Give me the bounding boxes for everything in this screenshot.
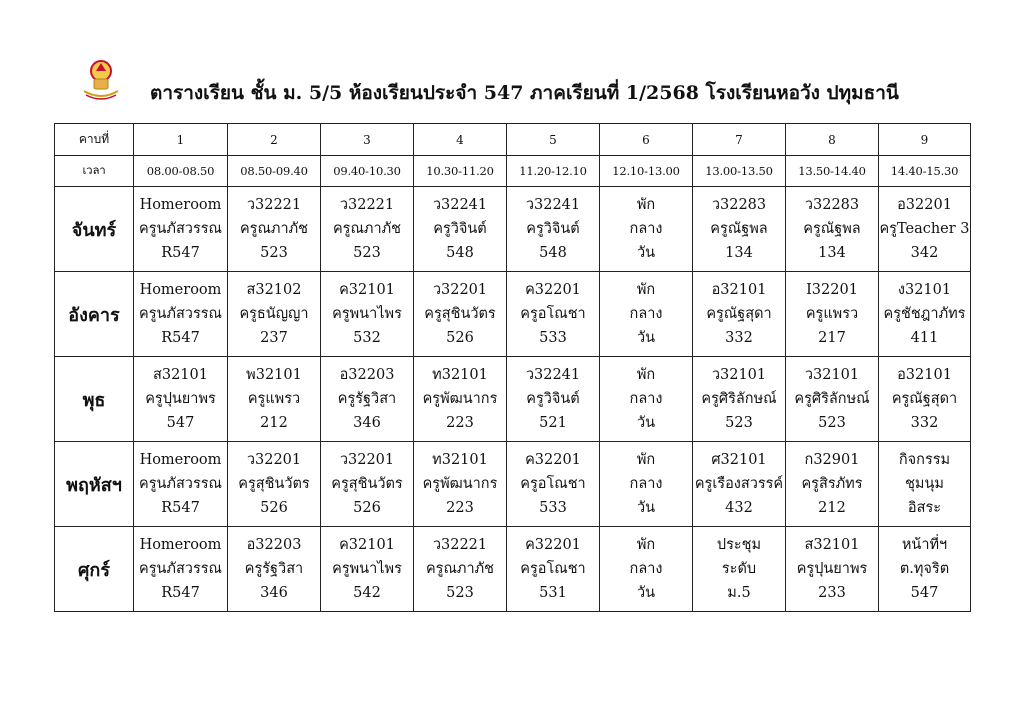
teacher-name: กลาง [629,476,663,492]
subject-code: อ32203 [339,367,395,383]
room-number: 223 [446,415,474,431]
room-number: วัน [636,330,656,346]
teacher-name: ครูสุชินวัตร [238,476,310,492]
subject-code: ว32201 [246,452,302,468]
subject-code: ค32101 [339,282,395,298]
room-number: 523 [260,245,288,261]
room-number: 411 [910,330,939,346]
schedule-cell [134,442,228,527]
teacher-name: ครูTeacher 3 [879,221,970,237]
schedule-cell [414,527,507,612]
room-number: 332 [725,330,753,346]
schedule-cell [786,187,879,272]
teacher-name: ครูวิจินต์ [526,221,580,237]
schedule-cell [228,272,321,357]
subject-code: ว32221 [246,197,302,213]
time-slot: 14.40-15.30 [879,156,971,187]
day-name: ศุกร์ [55,527,134,612]
room-number: วัน [636,245,656,261]
subject-code: I32201 [806,282,858,298]
subject-code: ค32201 [525,537,581,553]
schedule-cell [693,357,786,442]
room-number: 237 [260,330,288,346]
time-label: เวลา [55,156,134,187]
room-number: 332 [910,415,939,431]
room-number: 526 [446,330,474,346]
period-number: 8 [786,124,879,156]
schedule-cell [600,527,693,612]
subject-code: ค32101 [339,537,395,553]
subject-code: พัก [636,282,656,298]
teacher-name: ครูชัชฎาภัทร [883,306,966,322]
subject-code: อ32101 [897,367,952,383]
room-number: 547 [910,585,939,601]
schedule-cell [228,442,321,527]
day-row [55,272,971,357]
schedule-cell [693,442,786,527]
teacher-name: กลาง [629,391,663,407]
subject-code: ท32101 [432,452,488,468]
schedule-cell [321,527,414,612]
room-number: 134 [818,245,846,261]
subject-code: ก32901 [804,452,860,468]
day-row [55,187,971,272]
room-number: R547 [161,330,200,346]
subject-code: พัก [636,452,656,468]
timetable [54,123,971,612]
room-number: 523 [725,415,753,431]
room-number: 521 [539,415,567,431]
teacher-name: กลาง [629,221,663,237]
teacher-name: กลาง [629,561,663,577]
teacher-name: ครูรัฐวิสา [244,561,304,577]
teacher-name: ครูศิริลักษณ์ [701,391,777,407]
time-slot: 11.20-12.10 [507,156,600,187]
teacher-name: ครูแพรว [805,306,859,322]
period-number: 1 [134,124,228,156]
subject-code: ค32201 [525,282,581,298]
room-number: 532 [353,330,381,346]
teacher-name: ครูปุนยาพร [145,391,216,407]
subject-code: ว32283 [804,197,860,213]
subject-code: ท32101 [432,367,488,383]
subject-code: ค32201 [525,452,581,468]
period-number: 3 [321,124,414,156]
teacher-name: ครูวิจินต์ [526,391,580,407]
subject-code: ว32101 [711,367,767,383]
subject-code: ว32241 [432,197,488,213]
room-number: R547 [161,585,200,601]
teacher-name: ครูณภาภัช [425,561,495,577]
period-number: 4 [414,124,507,156]
teacher-name: ครูณัฐสุดา [706,306,772,322]
subject-code: ศ32101 [711,452,767,468]
subject-code: ง32101 [897,282,952,298]
room-number: 533 [539,330,567,346]
teacher-name: ครูณภาภัช [239,221,309,237]
schedule-cell [134,357,228,442]
room-number: วัน [636,415,656,431]
subject-code: ว32221 [339,197,395,213]
room-number: 217 [818,330,846,346]
day-row [55,527,971,612]
schedule-cell [879,272,971,357]
teacher-name: ครูสุชินวัตร [331,476,403,492]
day-name: พุธ [55,357,134,442]
time-slot: 13.00-13.50 [693,156,786,187]
schedule-cell [879,527,971,612]
teacher-name: ครูณัฐสุดา [891,391,958,407]
day-name: จันทร์ [55,187,134,272]
schedule-cell [693,187,786,272]
schedule-cell [414,442,507,527]
teacher-name: ครูณภาภัช [332,221,402,237]
room-number: อิสระ [907,500,942,516]
teacher-name: ครูนภัสวรรณ [139,561,222,577]
time-row [55,156,971,187]
teacher-name: กลาง [629,306,663,322]
day-name: อังคาร [55,272,134,357]
room-number: 547 [166,415,195,431]
subject-code: Homeroom [139,197,222,213]
schedule-cell [507,187,600,272]
room-number: 212 [818,500,846,516]
schedule-cell [414,272,507,357]
time-slot: 13.50-14.40 [786,156,879,187]
room-number: R547 [161,245,200,261]
room-number: วัน [636,585,656,601]
teacher-name: ครูปุนยาพร [796,561,868,577]
teacher-name: ครูอโณชา [520,476,586,492]
schedule-cell [879,357,971,442]
room-number: 342 [910,245,939,261]
teacher-name: ครูพนาไพร [332,561,402,577]
teacher-name: ชุมนุม [905,476,944,492]
schedule-cell [879,187,971,272]
schedule-cell [507,357,600,442]
teacher-name: ครูนภัสวรรณ [139,476,222,492]
room-number: 346 [353,415,381,431]
subject-code: Homeroom [139,452,222,468]
time-slot: 08.50-09.40 [228,156,321,187]
schedule-cell [507,527,600,612]
room-number: 212 [260,415,288,431]
timetable-body [55,124,971,612]
day-row [55,357,971,442]
period-number: 2 [228,124,321,156]
room-number: 542 [353,585,381,601]
day-name: พฤหัสฯ [55,442,134,527]
period-row [55,124,971,156]
teacher-name: ครูนภัสวรรณ [139,221,222,237]
period-number: 6 [600,124,693,156]
schedule-cell [507,442,600,527]
schedule-cell [414,357,507,442]
time-slot: 10.30-11.20 [414,156,507,187]
schedule-cell [600,272,693,357]
subject-code: อ32101 [711,282,767,298]
schedule-cell [321,187,414,272]
room-number: 523 [446,585,474,601]
room-number: 223 [446,500,474,516]
period-label: คาบที่ [55,124,134,156]
subject-code: ประชุม [716,537,762,553]
schedule-cell [134,187,228,272]
room-number: 432 [725,500,753,516]
schedule-cell [786,442,879,527]
room-number: 346 [260,585,288,601]
teacher-name: ต.ทุจริต [899,561,950,577]
subject-code: ว32241 [525,197,581,213]
subject-code: Homeroom [139,537,222,553]
school-logo [78,57,124,101]
subject-code: ว32201 [339,452,395,468]
subject-code: พัก [636,367,656,383]
room-number: 548 [539,245,567,261]
schedule-cell [786,357,879,442]
schedule-cell [786,272,879,357]
schedule-cell [321,357,414,442]
teacher-name: ระดับ [721,561,757,577]
room-number: R547 [161,500,200,516]
teacher-name: ครูศิริลักษณ์ [794,391,870,407]
schedule-cell [228,187,321,272]
schedule-cell [879,442,971,527]
teacher-name: ครูอโณชา [520,306,586,322]
room-number: ม.5 [727,585,751,601]
schedule-cell [786,527,879,612]
subject-code: หน้าที่ฯ [901,537,948,553]
room-number: 523 [818,415,846,431]
schedule-cell [321,442,414,527]
schedule-cell [228,357,321,442]
room-number: 548 [446,245,474,261]
day-row [55,442,971,527]
teacher-name: ครูรัฐวิสา [337,391,397,407]
room-number: วัน [636,500,656,516]
subject-code: ว32241 [525,367,581,383]
subject-code: พ32101 [246,367,302,383]
room-number: 233 [818,585,846,601]
teacher-name: ครูแพรว [247,391,301,407]
subject-code: ว32283 [711,197,767,213]
room-number: 134 [725,245,753,261]
room-number: 526 [353,500,381,516]
subject-code: พัก [636,197,656,213]
subject-code: อ32201 [897,197,952,213]
teacher-name: ครูวิจินต์ [433,221,487,237]
teacher-name: ครูธนัญญา [239,306,309,322]
teacher-name: ครูเรืองสวรรค์ [694,476,784,492]
subject-code: พัก [636,537,656,553]
room-number: 531 [539,585,567,601]
subject-code: กิจกรรม [898,452,951,468]
schedule-cell [414,187,507,272]
period-number: 7 [693,124,786,156]
schedule-cell [600,357,693,442]
teacher-name: ครูณัฐพล [710,221,768,237]
subject-code: อ32203 [246,537,302,553]
schedule-cell [693,272,786,357]
period-number: 9 [879,124,971,156]
teacher-name: ครูสิรภัทร [801,476,863,492]
teacher-name: ครูณัฐพล [803,221,861,237]
schedule-cell [321,272,414,357]
subject-code: ส32102 [246,282,302,298]
teacher-name: ครูอโณชา [520,561,586,577]
subject-code: ส32101 [804,537,860,553]
subject-code: Homeroom [139,282,222,298]
schedule-cell [507,272,600,357]
room-number: 523 [353,245,381,261]
schedule-cell [600,442,693,527]
schedule-cell [134,272,228,357]
teacher-name: ครูสุชินวัตร [424,306,496,322]
time-slot: 09.40-10.30 [321,156,414,187]
teacher-name: ครูพนาไพร [332,306,402,322]
room-number: 533 [539,500,567,516]
time-slot: 12.10-13.00 [600,156,693,187]
teacher-name: ครูพัฒนากร [422,391,498,407]
teacher-name: ครูพัฒนากร [422,476,498,492]
time-slot: 08.00-08.50 [134,156,228,187]
schedule-cell [693,527,786,612]
subject-code: ว32101 [804,367,860,383]
subject-code: ว32201 [432,282,488,298]
schedule-cell [600,187,693,272]
page-title: ตารางเรียน ชั้น ม. 5/5 ห้องเรียนประจำ 547 ภาคเรียนที่ 1/2568 โรงเรียนหอวัง ปทุมธานี [150,82,899,104]
period-number: 5 [507,124,600,156]
subject-code: ว32221 [432,537,488,553]
schedule-cell [228,527,321,612]
schedule-cell [134,527,228,612]
teacher-name: ครูนภัสวรรณ [139,306,222,322]
room-number: 526 [260,500,288,516]
subject-code: ส32101 [153,367,208,383]
